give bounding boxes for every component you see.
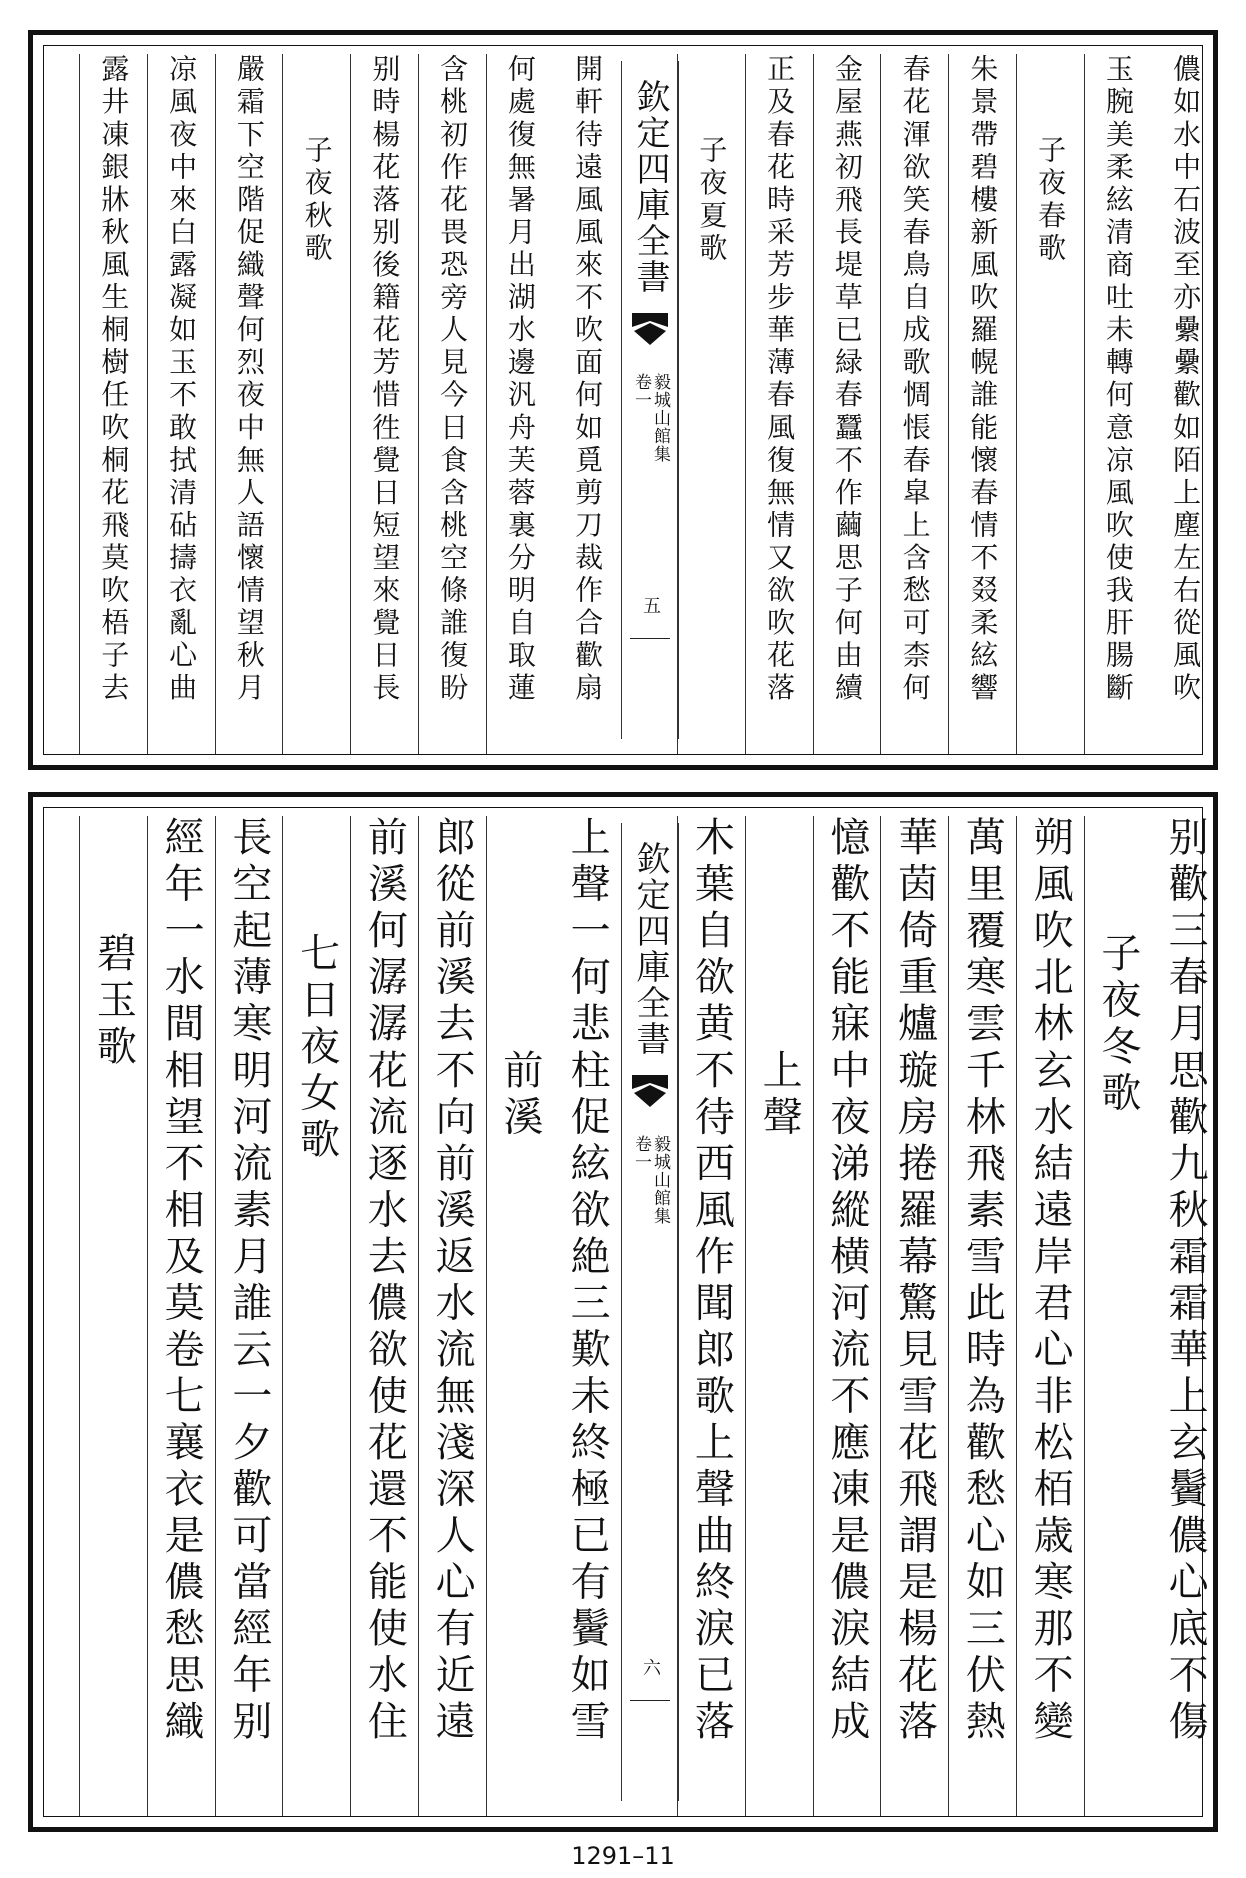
top-text-column — [948, 54, 1016, 754]
top-verse-line: 别時楊花落别後籍花芳惜徃覺日短望來覺日長 — [368, 54, 402, 706]
bottom-page-frame — [28, 792, 1218, 1832]
bottom-verse-line: 木葉自欲黄不待西風作聞郎歌上聲曲終淚已落 — [688, 816, 735, 1747]
top-poem-title: 子夜春歌 — [1034, 135, 1068, 266]
top-collection-name: 毅城山館集 — [650, 373, 670, 463]
page-footer-number: 1291–11 — [571, 1842, 675, 1870]
bottom-text-column — [1151, 816, 1219, 1816]
top-page-frame — [28, 30, 1218, 770]
bottom-verse-line: 萬里覆寒雲千林飛素雪此時為歡愁心如三伏熱 — [959, 816, 1006, 1747]
top-text-column — [745, 54, 813, 754]
bottom-text-column — [486, 816, 554, 1816]
top-verse-line: 玉腕美柔絃清商吐未轉何意凉風吹使我肝腸斷 — [1101, 54, 1135, 706]
bottom-collection-name: 毅城山館集 — [650, 1135, 670, 1225]
bottom-volume-number: 卷一 — [631, 1135, 651, 1171]
top-page-inner-border — [43, 45, 1203, 755]
top-verse-line: 春花渾欲笑春鳥自成歌惆悵春皐上含愁可柰何 — [898, 54, 932, 706]
top-text-column — [79, 54, 147, 754]
top-verse-line: 開軒待遠風風來不吹面何如覓剪刀裁作合歡扇 — [571, 54, 605, 706]
bottom-verse-line: 朔風吹北林玄水結遠岸君心非松栢歳寒那不變 — [1027, 816, 1074, 1747]
top-poem-title: 子夜秋歌 — [300, 135, 334, 266]
bottom-verse-line: 上聲一何悲柱促絃欲絶三歎未終極已有鬢如雪 — [564, 816, 611, 1747]
top-text-column — [677, 54, 745, 754]
top-text-column — [813, 54, 881, 754]
bottom-verse-line: 憶歡不能寐中夜涕縱横河流不應凍是儂淚結成 — [823, 816, 870, 1747]
bottom-verse-line: 前溪何潺潺花流逐水去儂欲使花還不能使水住 — [361, 816, 408, 1747]
top-verse-line: 嚴霜下空階促織聲何烈夜中無人語懷情望秋月 — [232, 54, 266, 706]
top-text-column — [215, 54, 283, 754]
top-page-number: 五 — [640, 596, 661, 614]
top-volume-label — [632, 373, 668, 463]
bottom-text-column — [282, 816, 350, 1816]
bottom-page-number: 六 — [640, 1658, 661, 1676]
bottom-book-title: 欽定四庫全書 — [630, 841, 670, 1057]
top-text-column — [1016, 54, 1084, 754]
bottom-volume-label — [632, 1135, 668, 1225]
bottom-fish-tail-mark-icon — [630, 1071, 670, 1111]
top-verse-line: 儂如水中石波至亦纍纍歡如陌上塵左右從風吹 — [1169, 54, 1203, 706]
top-book-title: 欽定四庫全書 — [630, 79, 670, 295]
top-verse-line: 含桃初作花畏恐旁人見今日食含桃空條誰復盼 — [436, 54, 470, 706]
top-fish-tail-mark-icon — [630, 309, 670, 349]
bottom-verse-line: 郎從前溪去不向前溪返水流無淺深人心有近遠 — [429, 816, 476, 1747]
bottom-verse-line: 長空起薄寒明河流素月誰云一夕歡可當經年别 — [225, 816, 272, 1747]
bottom-poem-title: 碧玉歌 — [90, 932, 137, 1072]
top-verse-line: 何處復無暑月出湖水邊汎舟芙蓉裏分明自取蓮 — [503, 54, 537, 706]
top-page-rule — [630, 638, 670, 639]
top-text-column — [880, 54, 948, 754]
bottom-verse-line: 華茵倚重爐璇房捲羅幕驚見雪花飛謂是楊花落 — [891, 816, 938, 1747]
bottom-verse-line: 經年一水間相望不相及莫卷七襄衣是儂愁思織 — [158, 816, 205, 1747]
top-text-column — [147, 54, 215, 754]
bottom-text-column — [553, 816, 621, 1816]
top-text-column — [486, 54, 554, 754]
top-volume-number: 卷一 — [631, 373, 651, 409]
bottom-poem-title: 子夜冬歌 — [1094, 932, 1141, 1119]
top-verse-line: 凉風夜中來白露凝如玉不敢拭清砧擣衣亂心曲 — [165, 54, 199, 706]
bottom-text-column — [813, 816, 881, 1816]
bottom-text-column — [79, 816, 147, 1816]
bottom-text-column — [1084, 816, 1152, 1816]
bottom-text-column — [418, 816, 486, 1816]
bottom-poem-title: 七日夜女歌 — [293, 932, 340, 1165]
bottom-poem-title: 上聲 — [756, 1048, 803, 1142]
top-text-column — [282, 54, 350, 754]
bottom-text-column — [147, 816, 215, 1816]
bottom-text-column — [948, 816, 1016, 1816]
bottom-page-rule — [630, 1700, 670, 1701]
top-poem-title: 子夜夏歌 — [695, 135, 729, 266]
bottom-text-column — [745, 816, 813, 1816]
top-verse-line: 正及春花時采芳步華薄春風復無情又欲吹花落 — [763, 54, 797, 706]
bottom-text-column — [215, 816, 283, 1816]
bottom-poem-title: 前溪 — [496, 1048, 543, 1142]
top-verse-line: 露井凍銀牀秋風生桐樹任吹桐花飛莫吹梧子去 — [97, 54, 131, 706]
top-text-column — [350, 54, 418, 754]
top-verse-line: 金屋燕初飛長堤草已緑春蠶不作繭思子何由續 — [830, 54, 864, 706]
top-text-column — [553, 54, 621, 754]
bottom-center-margin — [621, 823, 679, 1801]
bottom-text-column — [880, 816, 948, 1816]
bottom-text-column — [677, 816, 745, 1816]
bottom-verse-line: 别歡三春月思歡九秋霜霜華上玄鬢儂心底不傷 — [1162, 816, 1209, 1747]
top-center-margin — [621, 61, 679, 739]
top-text-column — [418, 54, 486, 754]
bottom-text-column — [1016, 816, 1084, 1816]
bottom-text-column — [350, 816, 418, 1816]
top-text-column — [1084, 54, 1152, 754]
bottom-page-inner-border — [43, 807, 1209, 1817]
top-verse-line: 朱景帶碧樓新風吹羅幌誰能懷春情不叕柔絃響 — [966, 54, 1000, 706]
top-text-column — [1151, 54, 1219, 754]
